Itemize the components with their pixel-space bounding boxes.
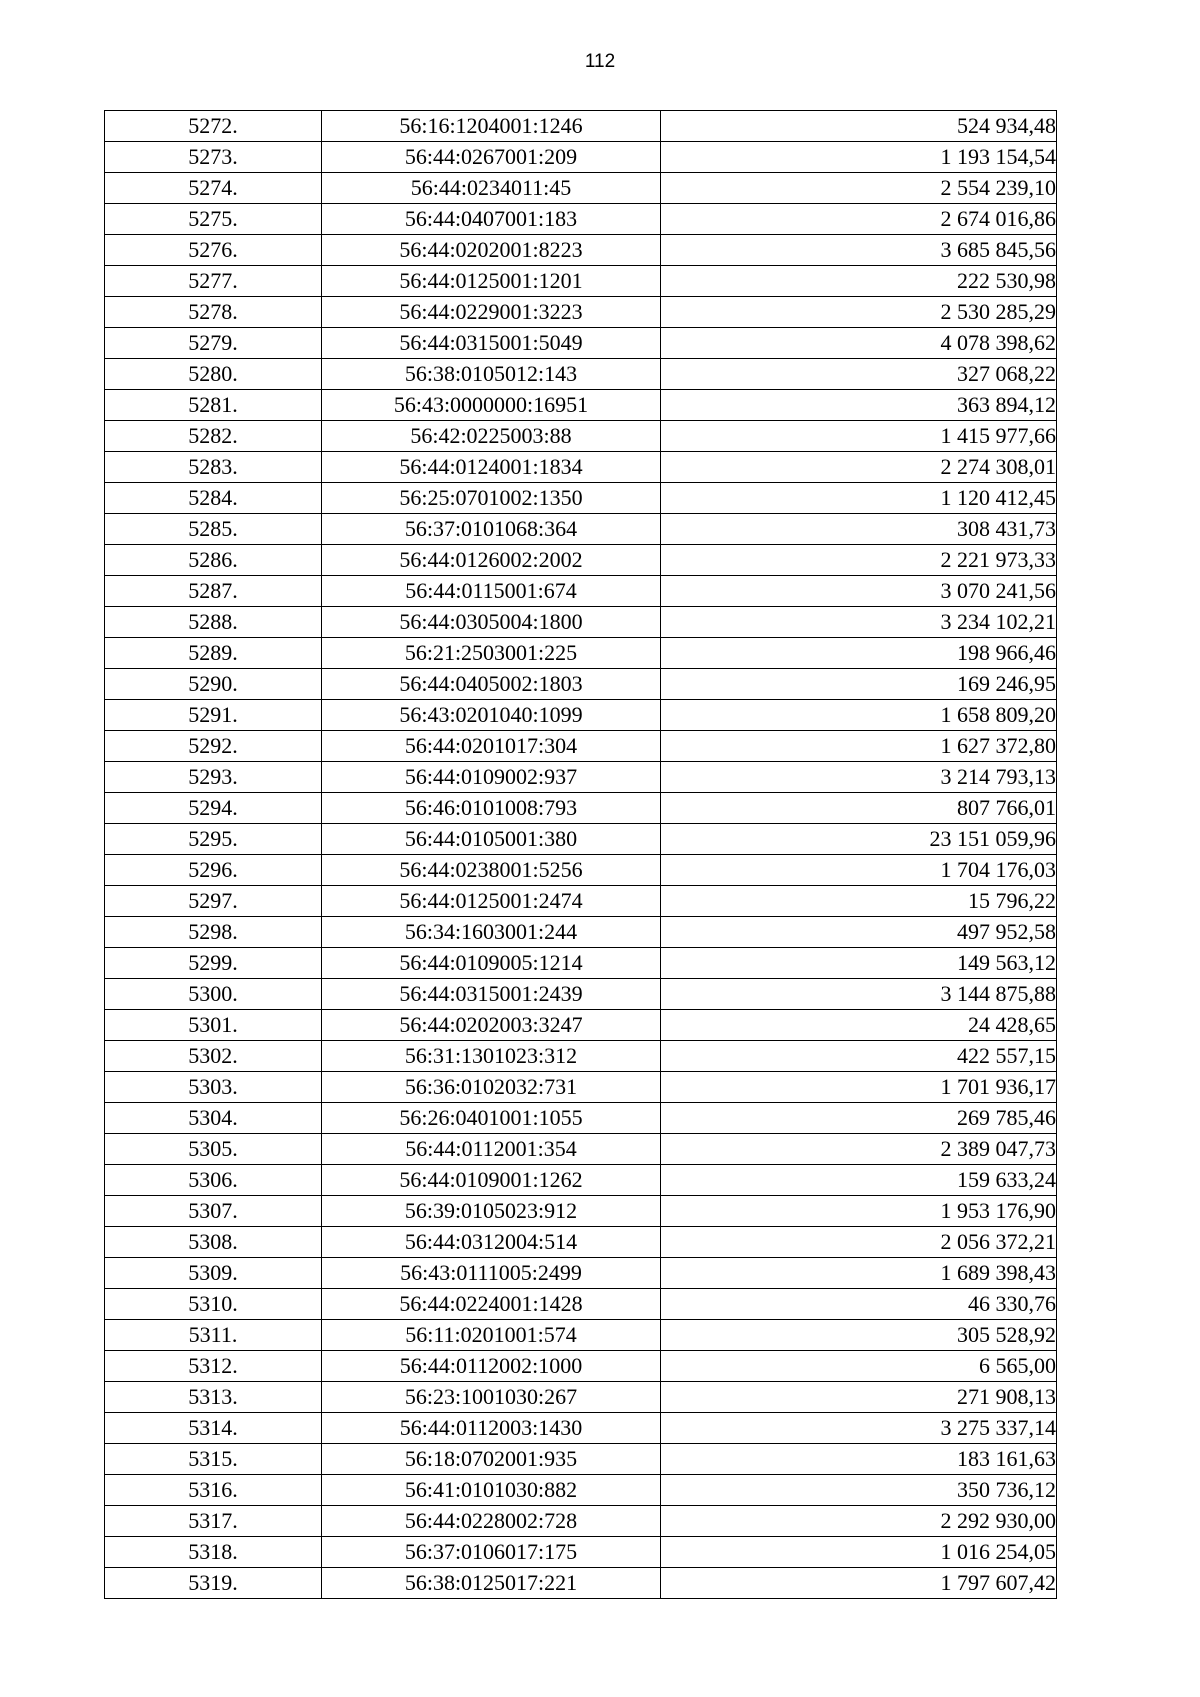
row-number-cell: 5287. <box>105 576 322 607</box>
cadastral-number-cell: 56:41:0101030:882 <box>322 1475 661 1506</box>
row-number-cell: 5274. <box>105 173 322 204</box>
cadastral-number-cell: 56:44:0407001:183 <box>322 204 661 235</box>
table-row <box>105 514 1057 545</box>
cadastral-number-cell: 56:44:0312004:514 <box>322 1227 661 1258</box>
row-number-cell: 5273. <box>105 142 322 173</box>
cadastral-value-cell: 1 704 176,03 <box>661 855 1057 886</box>
row-number-cell: 5282. <box>105 421 322 452</box>
table-row <box>105 824 1057 855</box>
row-number-cell: 5317. <box>105 1506 322 1537</box>
table-row <box>105 173 1057 204</box>
cadastral-value-cell: 2 674 016,86 <box>661 204 1057 235</box>
cadastral-number-cell: 56:23:1001030:267 <box>322 1382 661 1413</box>
table-row <box>105 1258 1057 1289</box>
cadastral-number-cell: 56:44:0405002:1803 <box>322 669 661 700</box>
table-row <box>105 607 1057 638</box>
row-number-cell: 5314. <box>105 1413 322 1444</box>
cadastral-number-cell: 56:44:0315001:2439 <box>322 979 661 1010</box>
cadastral-number-cell: 56:11:0201001:574 <box>322 1320 661 1351</box>
cadastral-value-cell: 2 056 372,21 <box>661 1227 1057 1258</box>
row-number-cell: 5281. <box>105 390 322 421</box>
table-row <box>105 452 1057 483</box>
cadastral-value-cell: 222 530,98 <box>661 266 1057 297</box>
row-number-cell: 5301. <box>105 1010 322 1041</box>
cadastral-value-cell: 2 274 308,01 <box>661 452 1057 483</box>
cadastral-value-cell: 3 070 241,56 <box>661 576 1057 607</box>
cadastral-number-cell: 56:44:0202001:8223 <box>322 235 661 266</box>
row-number-cell: 5276. <box>105 235 322 266</box>
table-row <box>105 1413 1057 1444</box>
row-number-cell: 5280. <box>105 359 322 390</box>
table-row <box>105 1227 1057 1258</box>
cadastral-value-cell: 6 565,00 <box>661 1351 1057 1382</box>
row-number-cell: 5289. <box>105 638 322 669</box>
row-number-cell: 5279. <box>105 328 322 359</box>
table-row <box>105 948 1057 979</box>
table-row <box>105 669 1057 700</box>
cadastral-number-cell: 56:46:0101008:793 <box>322 793 661 824</box>
table-row <box>105 1475 1057 1506</box>
table-row <box>105 700 1057 731</box>
cadastral-number-cell: 56:44:0238001:5256 <box>322 855 661 886</box>
row-number-cell: 5313. <box>105 1382 322 1413</box>
row-number-cell: 5312. <box>105 1351 322 1382</box>
cadastral-number-cell: 56:38:0105012:143 <box>322 359 661 390</box>
row-number-cell: 5295. <box>105 824 322 855</box>
row-number-cell: 5288. <box>105 607 322 638</box>
table-row <box>105 886 1057 917</box>
cadastral-value-cell: 1 627 372,80 <box>661 731 1057 762</box>
table-row <box>105 483 1057 514</box>
cadastral-number-cell: 56:21:2503001:225 <box>322 638 661 669</box>
cadastral-number-cell: 56:18:0702001:935 <box>322 1444 661 1475</box>
row-number-cell: 5319. <box>105 1568 322 1599</box>
cadastral-value-cell: 3 275 337,14 <box>661 1413 1057 1444</box>
cadastral-number-cell: 56:38:0125017:221 <box>322 1568 661 1599</box>
row-number-cell: 5311. <box>105 1320 322 1351</box>
row-number-cell: 5304. <box>105 1103 322 1134</box>
cadastral-number-cell: 56:44:0125001:1201 <box>322 266 661 297</box>
cadastral-value-cell: 1 797 607,42 <box>661 1568 1057 1599</box>
cadastral-value-cell: 159 633,24 <box>661 1165 1057 1196</box>
cadastral-value-cell: 1 689 398,43 <box>661 1258 1057 1289</box>
table-row <box>105 142 1057 173</box>
cadastral-value-cell: 24 428,65 <box>661 1010 1057 1041</box>
cadastral-value-cell: 308 431,73 <box>661 514 1057 545</box>
cadastral-value-cell: 4 078 398,62 <box>661 328 1057 359</box>
row-number-cell: 5306. <box>105 1165 322 1196</box>
cadastral-number-cell: 56:43:0111005:2499 <box>322 1258 661 1289</box>
cadastral-value-cell: 422 557,15 <box>661 1041 1057 1072</box>
table-row <box>105 1134 1057 1165</box>
cadastral-value-cell: 198 966,46 <box>661 638 1057 669</box>
cadastral-value-cell: 1 701 936,17 <box>661 1072 1057 1103</box>
cadastral-number-cell: 56:25:0701002:1350 <box>322 483 661 514</box>
table-row <box>105 328 1057 359</box>
cadastral-value-cell: 363 894,12 <box>661 390 1057 421</box>
cadastral-number-cell: 56:31:1301023:312 <box>322 1041 661 1072</box>
row-number-cell: 5303. <box>105 1072 322 1103</box>
cadastral-number-cell: 56:44:0267001:209 <box>322 142 661 173</box>
row-number-cell: 5275. <box>105 204 322 235</box>
row-number-cell: 5284. <box>105 483 322 514</box>
row-number-cell: 5283. <box>105 452 322 483</box>
row-number-cell: 5316. <box>105 1475 322 1506</box>
table-row <box>105 1382 1057 1413</box>
cadastral-number-cell: 56:44:0109002:937 <box>322 762 661 793</box>
row-number-cell: 5291. <box>105 700 322 731</box>
cadastral-value-cell: 1 658 809,20 <box>661 700 1057 731</box>
cadastral-number-cell: 56:44:0202003:3247 <box>322 1010 661 1041</box>
table-row <box>105 1103 1057 1134</box>
row-number-cell: 5310. <box>105 1289 322 1320</box>
table-row <box>105 1320 1057 1351</box>
row-number-cell: 5299. <box>105 948 322 979</box>
cadastral-value-cell: 2 389 047,73 <box>661 1134 1057 1165</box>
table-row <box>105 1041 1057 1072</box>
cadastral-number-cell: 56:37:0106017:175 <box>322 1537 661 1568</box>
row-number-cell: 5302. <box>105 1041 322 1072</box>
cadastral-value-cell: 1 415 977,66 <box>661 421 1057 452</box>
row-number-cell: 5305. <box>105 1134 322 1165</box>
cadastral-number-cell: 56:44:0305004:1800 <box>322 607 661 638</box>
cadastral-value-cell: 2 292 930,00 <box>661 1506 1057 1537</box>
table-row <box>105 421 1057 452</box>
table-row <box>105 979 1057 1010</box>
row-number-cell: 5298. <box>105 917 322 948</box>
row-number-cell: 5308. <box>105 1227 322 1258</box>
cadastral-number-cell: 56:44:0229001:3223 <box>322 297 661 328</box>
row-number-cell: 5290. <box>105 669 322 700</box>
cadastral-value-cell: 807 766,01 <box>661 793 1057 824</box>
cadastral-value-cell: 524 934,48 <box>661 111 1057 142</box>
table-row <box>105 1444 1057 1475</box>
row-number-cell: 5297. <box>105 886 322 917</box>
cadastral-value-cell: 271 908,13 <box>661 1382 1057 1413</box>
cadastral-value-cell: 1 120 412,45 <box>661 483 1057 514</box>
cadastral-number-cell: 56:42:0225003:88 <box>322 421 661 452</box>
cadastral-number-cell: 56:44:0124001:1834 <box>322 452 661 483</box>
row-number-cell: 5278. <box>105 297 322 328</box>
table-row <box>105 731 1057 762</box>
cadastral-value-cell: 2 554 239,10 <box>661 173 1057 204</box>
cadastral-number-cell: 56:44:0112003:1430 <box>322 1413 661 1444</box>
table-row <box>105 390 1057 421</box>
cadastral-value-cell: 2 530 285,29 <box>661 297 1057 328</box>
table-row <box>105 638 1057 669</box>
cadastral-number-cell: 56:16:1204001:1246 <box>322 111 661 142</box>
row-number-cell: 5315. <box>105 1444 322 1475</box>
table-row <box>105 359 1057 390</box>
table-row <box>105 297 1057 328</box>
table-row <box>105 1351 1057 1382</box>
cadastral-value-cell: 183 161,63 <box>661 1444 1057 1475</box>
cadastral-value-cell: 46 330,76 <box>661 1289 1057 1320</box>
cadastral-value-cell: 169 246,95 <box>661 669 1057 700</box>
table-row <box>105 1537 1057 1568</box>
page-number: 112 <box>584 51 616 72</box>
cadastral-value-cell: 497 952,58 <box>661 917 1057 948</box>
row-number-cell: 5292. <box>105 731 322 762</box>
cadastral-number-cell: 56:37:0101068:364 <box>322 514 661 545</box>
cadastral-number-cell: 56:39:0105023:912 <box>322 1196 661 1227</box>
row-number-cell: 5300. <box>105 979 322 1010</box>
cadastral-value-cell: 1 193 154,54 <box>661 142 1057 173</box>
cadastral-number-cell: 56:34:1603001:244 <box>322 917 661 948</box>
row-number-cell: 5307. <box>105 1196 322 1227</box>
cadastral-number-cell: 56:44:0315001:5049 <box>322 328 661 359</box>
table-body <box>105 111 1057 1599</box>
cadastral-number-cell: 56:43:0000000:16951 <box>322 390 661 421</box>
row-number-cell: 5286. <box>105 545 322 576</box>
cadastral-value-cell: 3 214 793,13 <box>661 762 1057 793</box>
table-row <box>105 1568 1057 1599</box>
cadastral-number-cell: 56:44:0112002:1000 <box>322 1351 661 1382</box>
table-row <box>105 855 1057 886</box>
cadastral-value-cell: 1 016 254,05 <box>661 1537 1057 1568</box>
table-row <box>105 204 1057 235</box>
cadastral-number-cell: 56:44:0112001:354 <box>322 1134 661 1165</box>
cadastral-number-cell: 56:44:0109005:1214 <box>322 948 661 979</box>
table-row <box>105 1010 1057 1041</box>
cadastral-number-cell: 56:44:0105001:380 <box>322 824 661 855</box>
table-row <box>105 545 1057 576</box>
cadastral-value-cell: 15 796,22 <box>661 886 1057 917</box>
row-number-cell: 5293. <box>105 762 322 793</box>
cadastral-number-cell: 56:44:0228002:728 <box>322 1506 661 1537</box>
cadastral-value-table <box>104 110 1057 1599</box>
cadastral-number-cell: 56:43:0201040:1099 <box>322 700 661 731</box>
cadastral-value-cell: 3 144 875,88 <box>661 979 1057 1010</box>
table-row <box>105 1196 1057 1227</box>
cadastral-number-cell: 56:36:0102032:731 <box>322 1072 661 1103</box>
cadastral-number-cell: 56:44:0115001:674 <box>322 576 661 607</box>
row-number-cell: 5277. <box>105 266 322 297</box>
cadastral-number-cell: 56:44:0125001:2474 <box>322 886 661 917</box>
cadastral-number-cell: 56:44:0126002:2002 <box>322 545 661 576</box>
cadastral-value-cell: 1 953 176,90 <box>661 1196 1057 1227</box>
cadastral-value-cell: 269 785,46 <box>661 1103 1057 1134</box>
cadastral-number-cell: 56:44:0224001:1428 <box>322 1289 661 1320</box>
cadastral-number-cell: 56:44:0234011:45 <box>322 173 661 204</box>
cadastral-value-cell: 3 685 845,56 <box>661 235 1057 266</box>
table-row <box>105 1506 1057 1537</box>
cadastral-number-cell: 56:26:0401001:1055 <box>322 1103 661 1134</box>
table-row <box>105 762 1057 793</box>
row-number-cell: 5294. <box>105 793 322 824</box>
cadastral-number-cell: 56:44:0201017:304 <box>322 731 661 762</box>
table-row <box>105 1072 1057 1103</box>
table-row <box>105 235 1057 266</box>
row-number-cell: 5296. <box>105 855 322 886</box>
cadastral-value-cell: 2 221 973,33 <box>661 545 1057 576</box>
table-row <box>105 1165 1057 1196</box>
cadastral-number-cell: 56:44:0109001:1262 <box>322 1165 661 1196</box>
table-row <box>105 917 1057 948</box>
cadastral-value-cell: 305 528,92 <box>661 1320 1057 1351</box>
cadastral-value-cell: 149 563,12 <box>661 948 1057 979</box>
row-number-cell: 5318. <box>105 1537 322 1568</box>
table-row <box>105 1289 1057 1320</box>
table-row <box>105 576 1057 607</box>
cadastral-value-cell: 3 234 102,21 <box>661 607 1057 638</box>
table-row <box>105 266 1057 297</box>
row-number-cell: 5309. <box>105 1258 322 1289</box>
cadastral-value-cell: 23 151 059,96 <box>661 824 1057 855</box>
table-row <box>105 111 1057 142</box>
row-number-cell: 5272. <box>105 111 322 142</box>
cadastral-value-cell: 327 068,22 <box>661 359 1057 390</box>
cadastral-value-cell: 350 736,12 <box>661 1475 1057 1506</box>
table-row <box>105 793 1057 824</box>
row-number-cell: 5285. <box>105 514 322 545</box>
